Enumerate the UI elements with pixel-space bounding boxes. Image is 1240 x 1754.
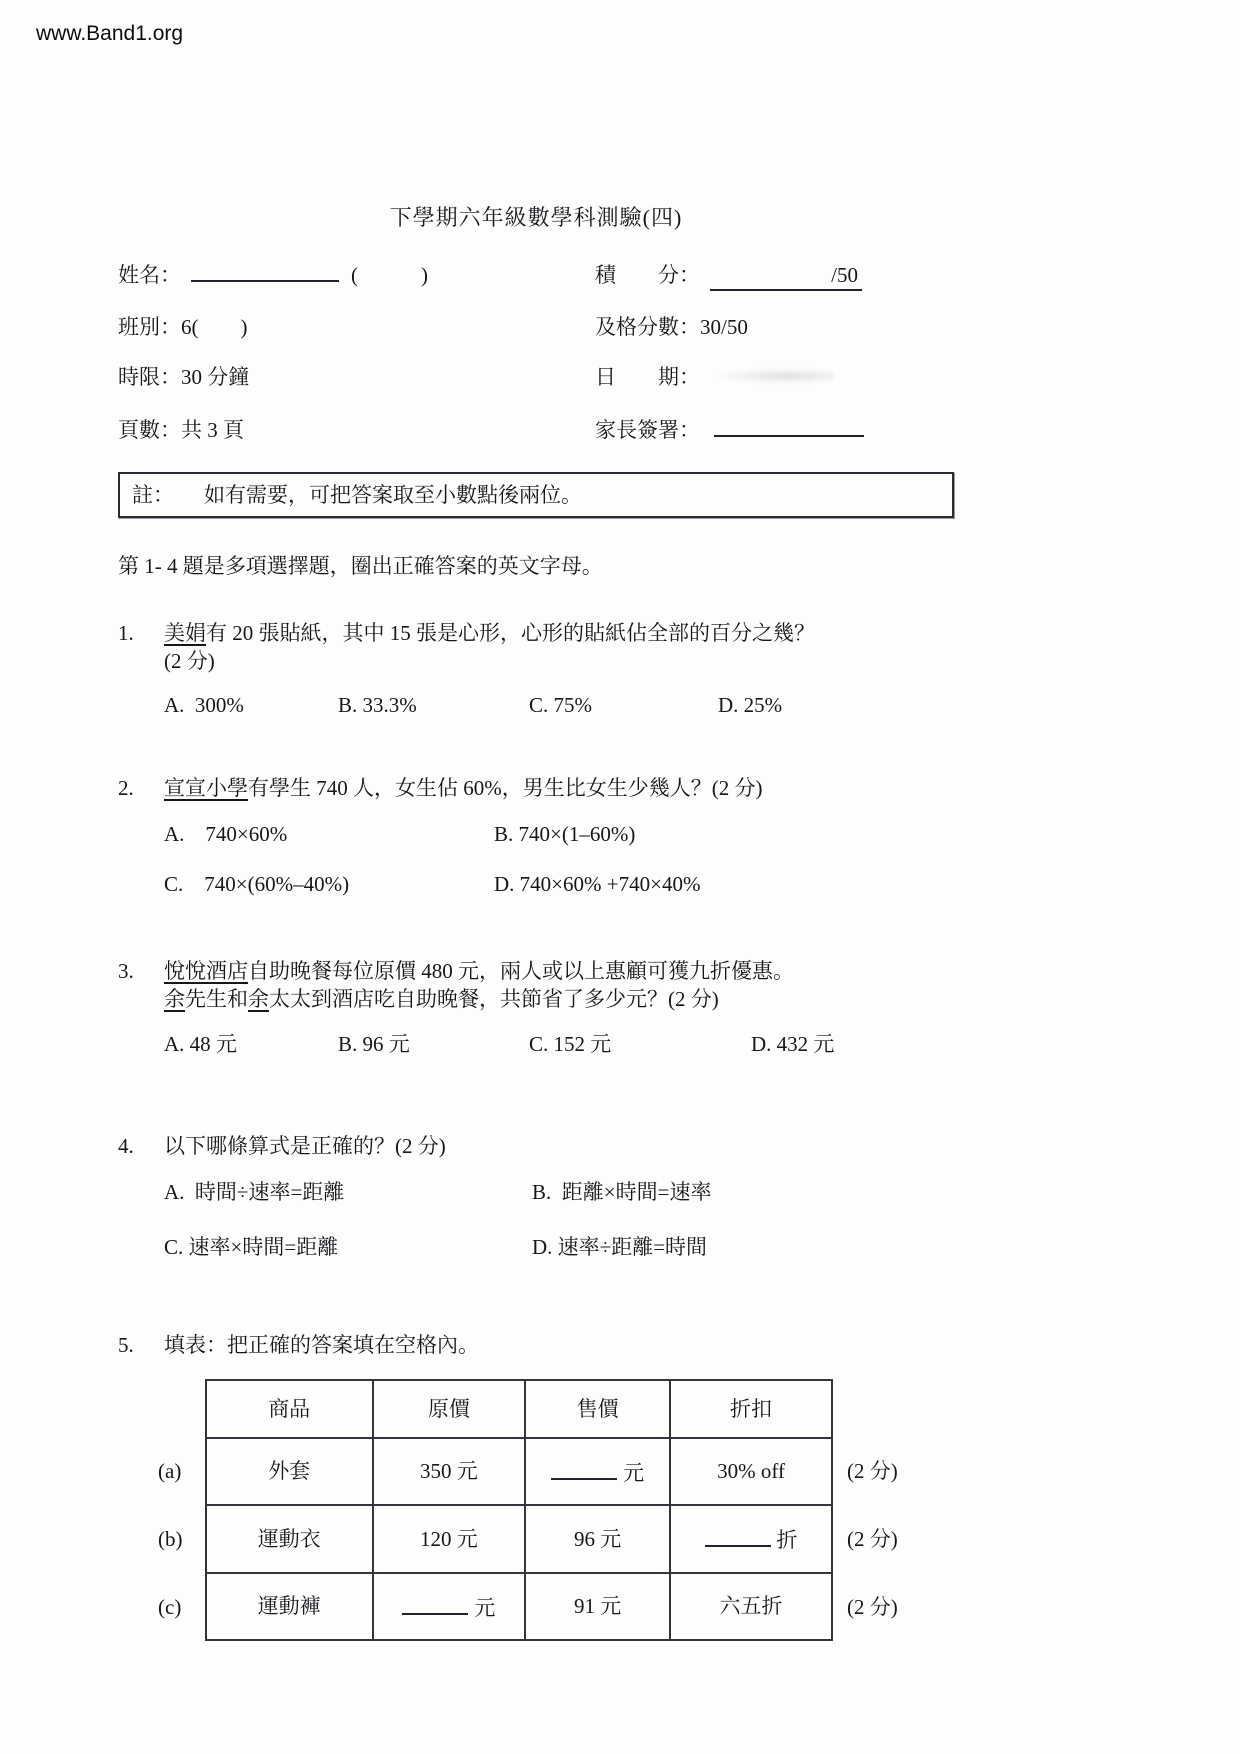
question-5 xyxy=(118,1331,954,1641)
table-row-c xyxy=(206,1573,832,1641)
question-3-text-part2: 先生和 xyxy=(185,987,248,1012)
table-cell: 30% off xyxy=(670,1438,832,1506)
question-3-text-part3: 太太到酒店吃自助晚餐，共節省了多少元？(2 分) xyxy=(269,987,719,1012)
question-5-number: 5. xyxy=(118,1332,134,1357)
question-2 xyxy=(118,774,954,899)
pages-label: 頁數： xyxy=(118,417,181,442)
row-label-c: (c) xyxy=(158,1595,182,1620)
document-body xyxy=(118,203,954,1641)
row-labels-column xyxy=(158,1379,205,1641)
question-3-option-c[interactable]: C. 152 元 xyxy=(529,1031,612,1056)
table-cell: 96 元 xyxy=(525,1505,670,1573)
question-3-option-d[interactable]: D. 432 元 xyxy=(751,1031,835,1056)
question-1-score: (2 分) xyxy=(164,649,215,674)
column-header-product: 商品 xyxy=(206,1380,373,1437)
question-4-text: 以下哪條算式是正確的？(2 分) xyxy=(164,1133,446,1158)
row-scores-column xyxy=(833,1379,954,1641)
question-1-options xyxy=(164,691,954,719)
note-label: 註： xyxy=(132,483,174,508)
question-4-option-c[interactable]: C. 速率×時間=距離 xyxy=(164,1234,339,1259)
row-score-a: (2 分) xyxy=(847,1459,898,1484)
question-3-options xyxy=(164,1030,954,1058)
question-4-option-a[interactable]: A. 時間÷速率=距離 xyxy=(164,1180,345,1205)
class-value: 6( ) xyxy=(181,315,248,340)
question-1-text xyxy=(164,619,954,647)
question-2-option-a[interactable]: A. 740×60% xyxy=(164,822,288,847)
question-3-text-line2 xyxy=(164,985,954,1013)
question-1-option-d[interactable]: D. 25% xyxy=(718,693,783,718)
table-row-b xyxy=(206,1505,832,1573)
table-header-row xyxy=(206,1380,832,1437)
header-fields xyxy=(118,259,954,444)
question-4 xyxy=(118,1132,954,1261)
table-cell: 外套 xyxy=(206,1438,373,1506)
name-paren: ( ) xyxy=(351,262,428,287)
table-row-a xyxy=(206,1438,832,1506)
question-3-text-part1: 自助晚餐每位原價 480 元，兩人或以上惠顧可獲九折優惠。 xyxy=(248,958,794,983)
row-label-a: (a) xyxy=(158,1459,182,1484)
column-header-discount: 折扣 xyxy=(670,1380,832,1437)
field-name xyxy=(118,259,595,289)
question-2-option-d[interactable]: D. 740×60% +740×40% xyxy=(494,872,701,897)
fill-table-wrap xyxy=(158,1379,954,1641)
underlined-name: 余 xyxy=(248,987,269,1012)
question-4-option-d[interactable]: D. 速率÷距離=時間 xyxy=(532,1234,708,1259)
table-cell: 六五折 xyxy=(670,1573,832,1641)
field-score xyxy=(595,261,954,291)
field-time-limit xyxy=(118,363,595,391)
blank-suffix: 元 xyxy=(623,1460,645,1485)
note-box xyxy=(118,472,954,518)
row-label-b: (b) xyxy=(158,1527,183,1552)
parent-signature-label: 家長簽署： xyxy=(595,417,700,442)
page-title: 下學期六年級數學科測驗(四) xyxy=(389,205,683,230)
name-label: 姓名： xyxy=(118,262,181,287)
question-1-text-part: 有 20 張貼紙，其中 15 張是心形，心形的貼紙佔全部的百分之幾？ xyxy=(206,620,815,645)
question-5-text: 填表：把正確的答案填在空格內。 xyxy=(164,1332,479,1357)
question-3-option-b[interactable]: B. 96 元 xyxy=(338,1031,410,1056)
field-pass-mark xyxy=(595,313,954,341)
answer-blank[interactable] xyxy=(402,1591,468,1615)
question-3 xyxy=(118,957,954,1058)
time-limit-value: 30 分鐘 xyxy=(181,365,250,390)
question-4-option-b[interactable]: B. 距離×時間=速率 xyxy=(532,1180,712,1205)
question-3-number: 3. xyxy=(118,958,134,983)
row-score-b: (2 分) xyxy=(847,1527,898,1552)
fill-table xyxy=(205,1379,833,1641)
date-smudge xyxy=(714,368,834,384)
underlined-name: 悅悅酒店 xyxy=(164,958,248,983)
question-2-text xyxy=(164,774,954,802)
question-2-options xyxy=(164,820,954,899)
answer-blank[interactable] xyxy=(551,1456,617,1480)
table-cell: 91 元 xyxy=(525,1573,670,1641)
note-text: 如有需要，可把答案取至小數點後兩位。 xyxy=(204,483,582,508)
table-cell xyxy=(670,1505,832,1573)
underlined-name: 宣宣小學 xyxy=(164,775,248,800)
blank-suffix: 折 xyxy=(776,1528,798,1553)
question-4-options xyxy=(164,1178,954,1261)
pass-mark-value: 30/50 xyxy=(700,315,748,340)
table-cell xyxy=(373,1573,525,1641)
question-1 xyxy=(118,619,954,720)
row-score-c: (2 分) xyxy=(847,1595,898,1620)
field-parent-signature xyxy=(595,414,954,444)
question-3-option-a[interactable]: A. 48 元 xyxy=(164,1031,237,1056)
score-denominator: /50 xyxy=(831,262,858,287)
pages-value: 共 3 頁 xyxy=(181,417,244,442)
site-watermark: www.Band1.org xyxy=(36,22,184,45)
table-cell: 120 元 xyxy=(373,1505,525,1573)
mc-instructions: 第 1- 4 題是多項選擇題，圈出正確答案的英文字母。 xyxy=(118,554,603,579)
question-2-number: 2. xyxy=(118,775,134,800)
table-cell: 運動衣 xyxy=(206,1505,373,1573)
pass-mark-label: 及格分數： xyxy=(595,315,700,340)
column-header-original-price: 原價 xyxy=(373,1380,525,1437)
parent-signature-blank[interactable] xyxy=(714,414,864,437)
field-pages xyxy=(118,416,595,444)
question-1-option-c[interactable]: C. 75% xyxy=(529,693,592,718)
score-label: 積 分： xyxy=(595,262,700,287)
date-label: 日 期： xyxy=(595,365,700,390)
table-cell xyxy=(525,1438,670,1506)
question-1-option-b[interactable]: B. 33.3% xyxy=(338,693,417,718)
question-1-number: 1. xyxy=(118,620,134,645)
blank-suffix: 元 xyxy=(474,1595,496,1620)
question-3-text-line1 xyxy=(164,957,954,985)
table-cell: 350 元 xyxy=(373,1438,525,1506)
question-1-option-a[interactable]: A. 300% xyxy=(164,693,244,718)
score-blank[interactable] xyxy=(710,261,862,291)
underlined-name: 美娟 xyxy=(164,620,206,645)
question-2-option-b[interactable]: B. 740×(1–60%) xyxy=(494,822,636,847)
class-label: 班別： xyxy=(118,315,181,340)
underlined-name: 余 xyxy=(164,987,185,1012)
name-blank[interactable] xyxy=(191,259,339,282)
field-date xyxy=(595,363,954,391)
question-2-option-c[interactable]: C. 740×(60%–40%) xyxy=(164,872,350,897)
question-2-text-part: 有學生 740 人，女生佔 60%，男生比女生少幾人？(2 分) xyxy=(248,775,763,800)
column-header-selling-price: 售價 xyxy=(525,1380,670,1437)
time-limit-label: 時限： xyxy=(118,365,181,390)
field-class xyxy=(118,313,595,341)
table-cell: 運動褲 xyxy=(206,1573,373,1641)
answer-blank[interactable] xyxy=(705,1523,771,1547)
question-4-number: 4. xyxy=(118,1133,134,1158)
